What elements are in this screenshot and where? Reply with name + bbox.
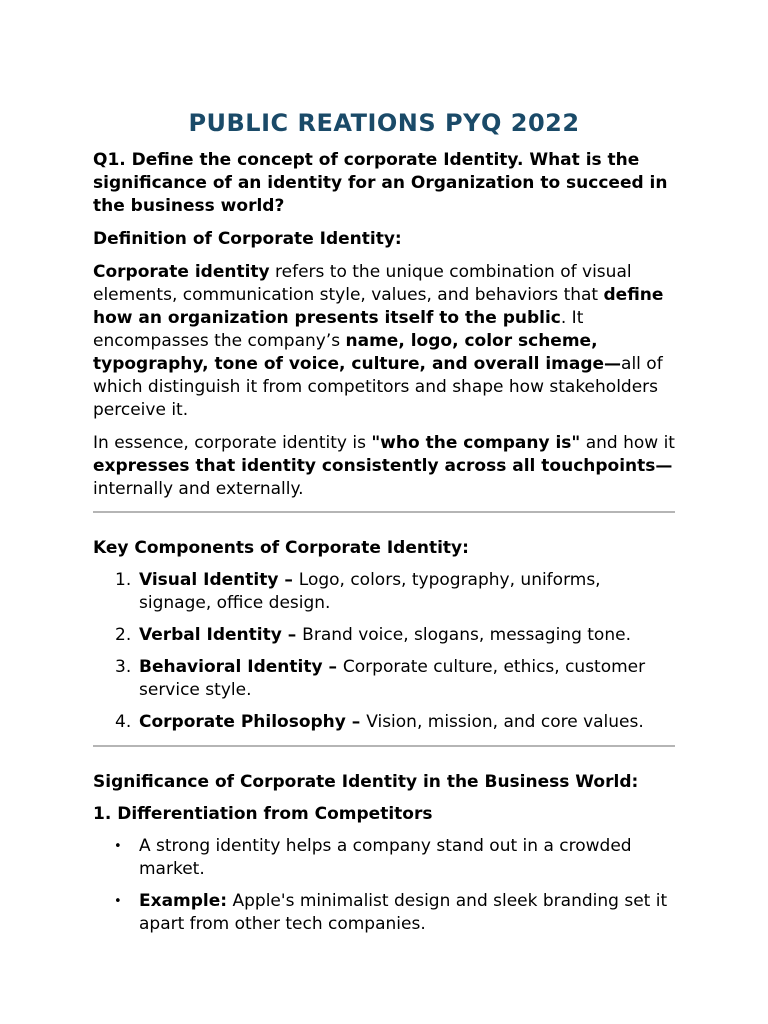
- component-name: Verbal Identity: [139, 625, 282, 645]
- list-item: [93, 656, 677, 702]
- component-name: Visual Identity: [139, 570, 279, 590]
- list-number: 3.: [115, 657, 132, 677]
- para2-text-3: internally and externally.: [93, 479, 304, 499]
- para2-bold-2: expresses that identity consistently across all touchpoints: [93, 456, 656, 476]
- definition-paragraph: [93, 261, 677, 422]
- para1-bold-2: define how an organization presents itself to the public: [93, 285, 664, 328]
- para2-quote: "who the company is": [371, 433, 581, 453]
- component-separator: –: [322, 657, 343, 677]
- bullet-text: Apple's minimalist design and sleek branding set it apart from other tech companies.: [139, 891, 668, 934]
- para2-text-1: In essence, corporate identity is: [93, 433, 372, 453]
- component-separator: –: [278, 570, 299, 590]
- list-item: [93, 835, 677, 881]
- list-number: 4.: [115, 712, 132, 732]
- question-text: Q1. Define the concept of corporate Identity. What is the significance of an identity for an Organization to succeed in the business world?: [93, 150, 668, 216]
- para1-dash: —: [604, 354, 622, 374]
- para1-bold-3: name, logo, color scheme, typography, tone of voice, culture, and overall image: [93, 331, 605, 374]
- component-description: Logo, colors, typography, uniforms, signage, office design.: [139, 570, 601, 613]
- term-corporate-identity: Corporate identity: [93, 262, 270, 282]
- component-description: Brand voice, slogans, messaging tone.: [302, 625, 631, 645]
- significance-heading: Significance of Corporate Identity in the Business World:: [93, 772, 639, 792]
- component-name: Corporate Philosophy: [139, 712, 346, 732]
- list-item: [93, 569, 677, 615]
- bullet-icon: •: [114, 894, 122, 909]
- differentiation-heading: 1. Differentiation from Competitors: [93, 804, 433, 824]
- bullet-list: [93, 835, 677, 936]
- component-separator: –: [281, 625, 303, 645]
- para1-text-2: . It encompasses the company’s: [93, 308, 584, 351]
- section-divider: [93, 745, 675, 747]
- component-separator: –: [345, 712, 367, 732]
- component-name: Behavioral Identity: [139, 657, 323, 677]
- component-description: Corporate culture, ethics, customer service style.: [139, 657, 646, 700]
- list-item: [93, 711, 677, 734]
- list-number: 2.: [115, 625, 132, 645]
- list-item: [93, 890, 677, 936]
- page-title: PUBLIC REATIONS PYQ 2022: [188, 109, 580, 137]
- para1-text-3: all of which distinguish it from competitors and shape how stakeholders perceive it.: [93, 354, 663, 420]
- para1-text-1: refers to the unique combination of visual elements, communication style, values, and behaviors that: [93, 262, 632, 305]
- essence-paragraph: [93, 432, 677, 501]
- para2-dash: —: [655, 456, 673, 476]
- component-description: Vision, mission, and core values.: [366, 712, 644, 732]
- list-number: 1.: [115, 570, 132, 590]
- document-content: [93, 0, 677, 936]
- key-components-heading: Key Components of Corporate Identity:: [93, 538, 469, 558]
- bullet-icon: •: [114, 839, 122, 854]
- definition-heading: Definition of Corporate Identity:: [93, 229, 402, 249]
- section-divider: [93, 511, 675, 513]
- components-list: [93, 569, 677, 734]
- bullet-text: A strong identity helps a company stand out in a crowded market.: [139, 836, 632, 879]
- bullet-label: Example:: [139, 891, 228, 911]
- para2-text-2: and how it: [580, 433, 675, 453]
- list-item: [93, 624, 677, 647]
